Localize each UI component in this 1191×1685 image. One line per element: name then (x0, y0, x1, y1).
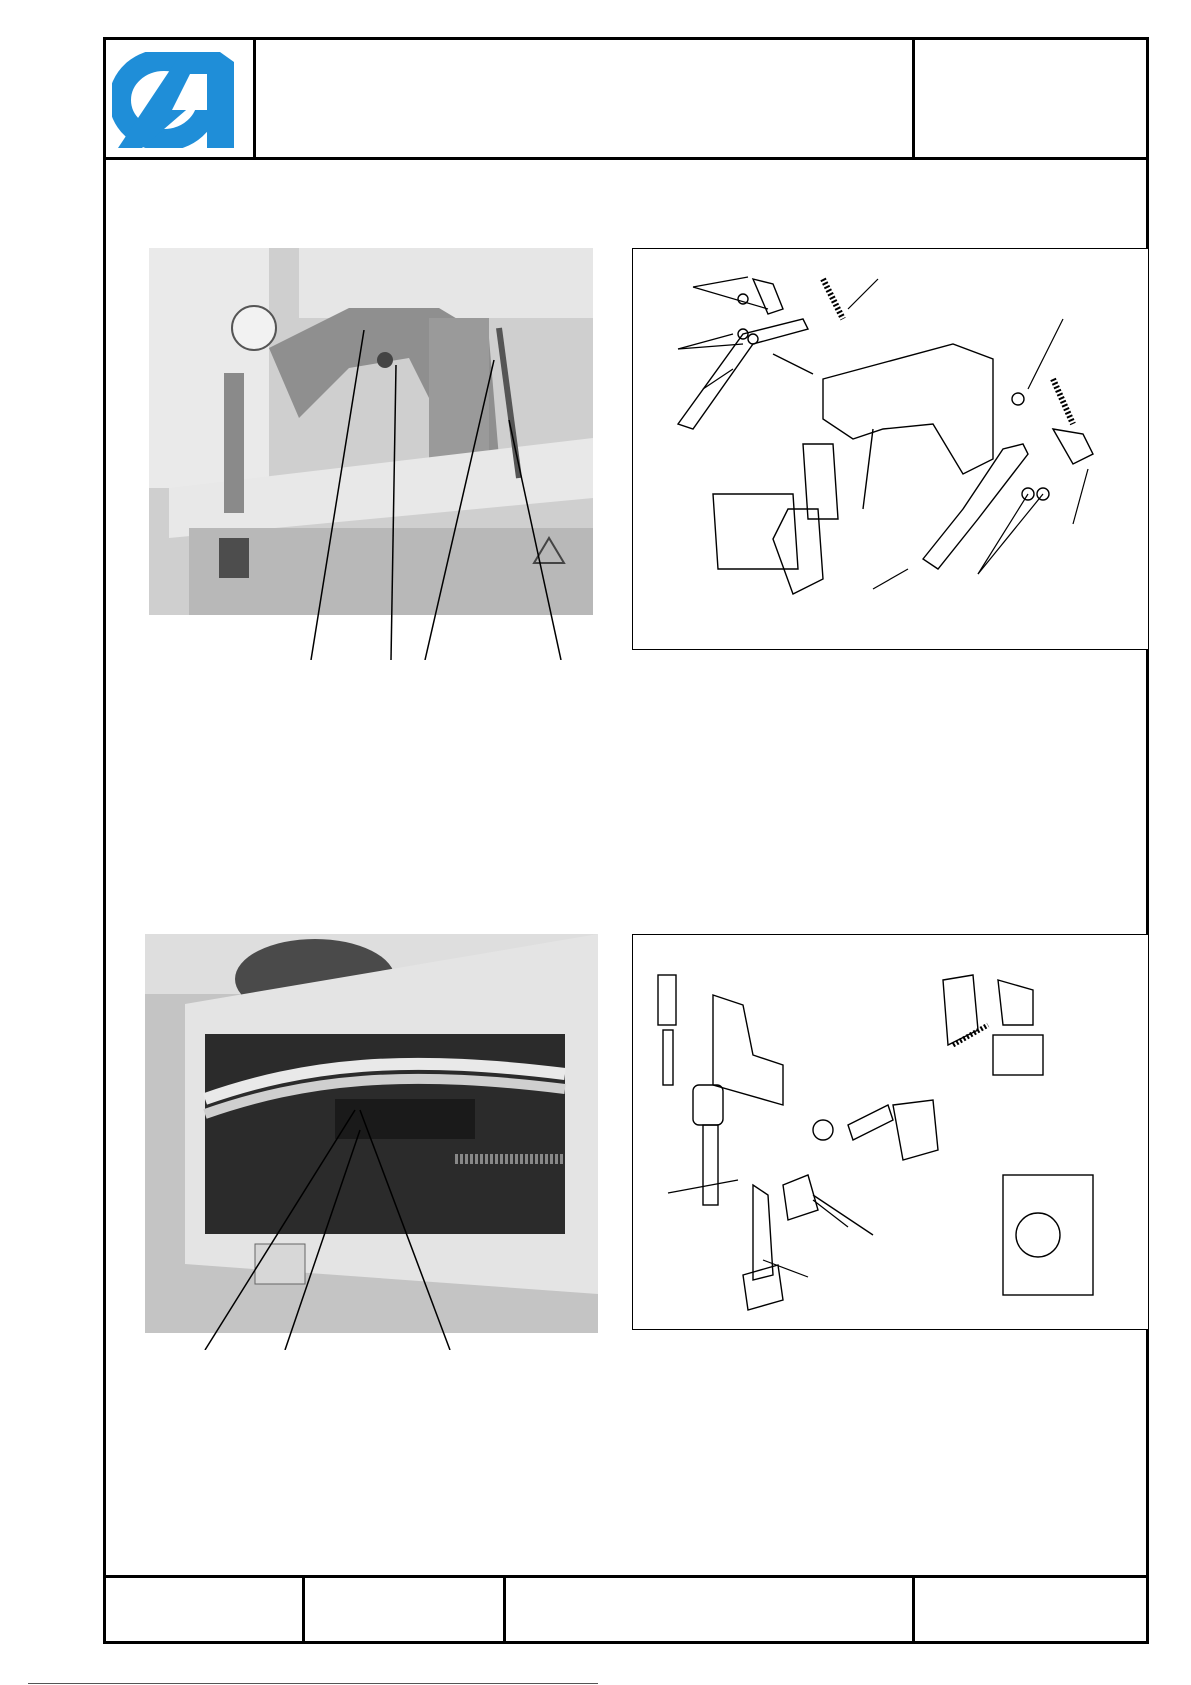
footer-divider-2 (503, 1575, 506, 1644)
header-logo-divider (253, 37, 256, 160)
header-section-divider (912, 37, 915, 160)
logo-mark-icon (112, 52, 240, 148)
footer-divider-1 (302, 1575, 305, 1644)
photo-3-leader-lines (145, 1100, 598, 1350)
photo-1-leader-lines (149, 330, 593, 660)
company-logo (112, 52, 240, 148)
footer-divider (103, 1575, 1149, 1578)
drawing-solenoid-mechanism (632, 934, 1149, 1330)
page-bottom-rule (28, 1683, 598, 1684)
drawing-presser-mechanism (632, 248, 1149, 650)
header-divider (103, 157, 1149, 160)
footer-divider-3 (912, 1575, 915, 1644)
